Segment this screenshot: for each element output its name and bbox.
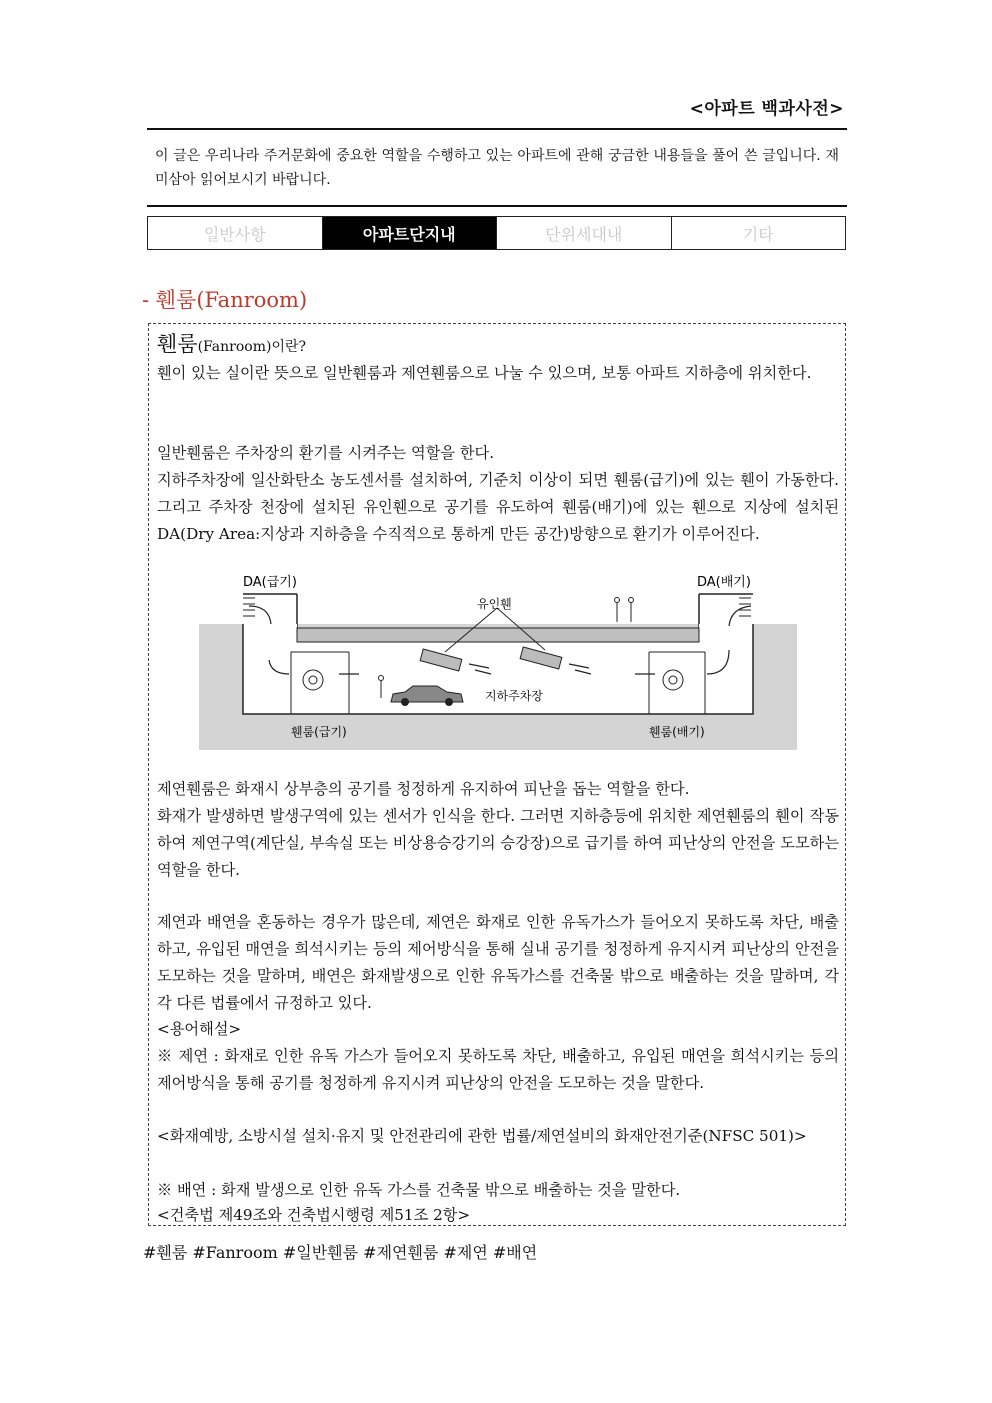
- tab-other[interactable]: 기타: [742, 224, 774, 244]
- paragraph-general-fanroom: 일반휀룸은 주차장의 환기를 시켜주는 역할을 한다.: [157, 444, 495, 462]
- paragraph-smoke-vs-exhaust: 제연과 배연을 혼동하는 경우가 많은데, 제연은 화재로 인한 유독가스가 들어오지 못하도록 차단, 배출하고, 유입된 매연을 희석시키는 등의 제어방식을 통해 실내 공기를 청정하게 유지시켜 피난상의 안전을 도모하는 것을 말하며, 배연은 화재발생으로 인한 유독가스를 건축물 밖으로 배출하는 것을 말하며, 각각 다른 법률에서 규정하고 있다.: [157, 913, 839, 1012]
- glossary-label: <용어해설>: [157, 1020, 242, 1038]
- label-da-supply: DA(급기): [243, 575, 297, 590]
- glossary-smoke-control-source: <화재예방, 소방시설 설치·유지 및 안전관리에 관한 법률/제연설비의 화재안전기준(NFSC 501)>: [157, 1127, 807, 1145]
- section-title: - 휀룸(Fanroom): [142, 288, 308, 312]
- paragraph-general-detail: 지하주차장에 일산화탄소 농도센서를 설치하여, 기준치 이상이 되면 휀룸(급기)에 있는 휀이 가동한다. 그리고 주차장 천장에 설치된 유인휀으로 공기를 유도하여 휀룸(배기)에 있는 휀으로 지상에 설치된 DA(Dry Area:지상과 지하층을 수직적으로 통하게 만든 공간)방향으로 환기가 이루어진다.: [157, 471, 839, 543]
- paragraph-smoke-control-detail: 화재가 발생하면 발생구역에 있는 센서가 인식을 한다. 그러면 지하층등에 위치한 제연휀룸의 휀이 작동하여 제연구역(계단실, 부속실 또는 비상용승강기의 승강장)으로 급기를 하여 피난상의 안전을 도모하는 역할을 한다.: [157, 807, 839, 879]
- intro-text: 이 글은 우리나라 주거문화에 중요한 역할을 수행하고 있는 아파트에 관해 궁금한 내용들을 풀어 쓴 글입니다. 재미삼아 읽어보시기 바랍니다.: [155, 148, 839, 188]
- heading-main: 휀룸: [157, 332, 198, 356]
- category-tabs: [147, 216, 846, 250]
- label-fanroom-supply: 휀룸(급기): [291, 725, 347, 739]
- paragraph-smoke-control-fanroom: 제연휀룸은 화재시 상부층의 공기를 청정하게 유지하여 피난을 돕는 역할을 한다.: [157, 780, 690, 798]
- top-divider: [147, 128, 847, 130]
- ventilation-diagram: [199, 570, 797, 750]
- tab-general[interactable]: 일반사항: [148, 217, 323, 249]
- intro-divider: [147, 205, 847, 207]
- glossary-smoke-exhaust: ※ 배연 : 화재 발생으로 인한 유독 가스를 건축물 밖으로 배출하는 것을 말한다.: [157, 1181, 681, 1199]
- box-heading: [157, 328, 306, 358]
- label-da-exhaust: DA(배기): [697, 575, 751, 590]
- glossary-smoke-exhaust-source: <건축법 제49조와 건축법시행령 제51조 2항>: [157, 1206, 471, 1224]
- heading-sub: (Fanroom)이란?: [197, 339, 307, 355]
- tab-unit[interactable]: 단위세대내: [497, 217, 672, 249]
- glossary-smoke-control: ※ 제연 : 화재로 인한 유독 가스가 들어오지 못하도록 차단, 배출하고, 유입된 매연을 희석시키는 등의 제어방식을 통해 공기를 청정하게 유지시켜 피난상의 안전을 도모하는 것을 말한다.: [157, 1047, 839, 1092]
- label-fanroom-exhaust: 휀룸(배기): [649, 725, 705, 739]
- content-box: [148, 323, 846, 1226]
- label-induction-fan: 유인휀: [477, 597, 512, 611]
- paragraph-definition: 휀이 있는 실이란 뜻으로 일반휀룸과 제연휀룸으로 나눌 수 있으며, 보통 아파트 지하층에 위치한다.: [157, 364, 812, 382]
- page-header-title: <아파트 백과사전>: [689, 99, 844, 119]
- label-underground-parking: 지하주차장: [485, 689, 543, 703]
- hashtags: #휀룸 #Fanroom #일반휀룸 #제연휀룸 #제연 #배연: [143, 1243, 538, 1262]
- tab-apartment-complex[interactable]: 아파트단지내: [323, 217, 498, 249]
